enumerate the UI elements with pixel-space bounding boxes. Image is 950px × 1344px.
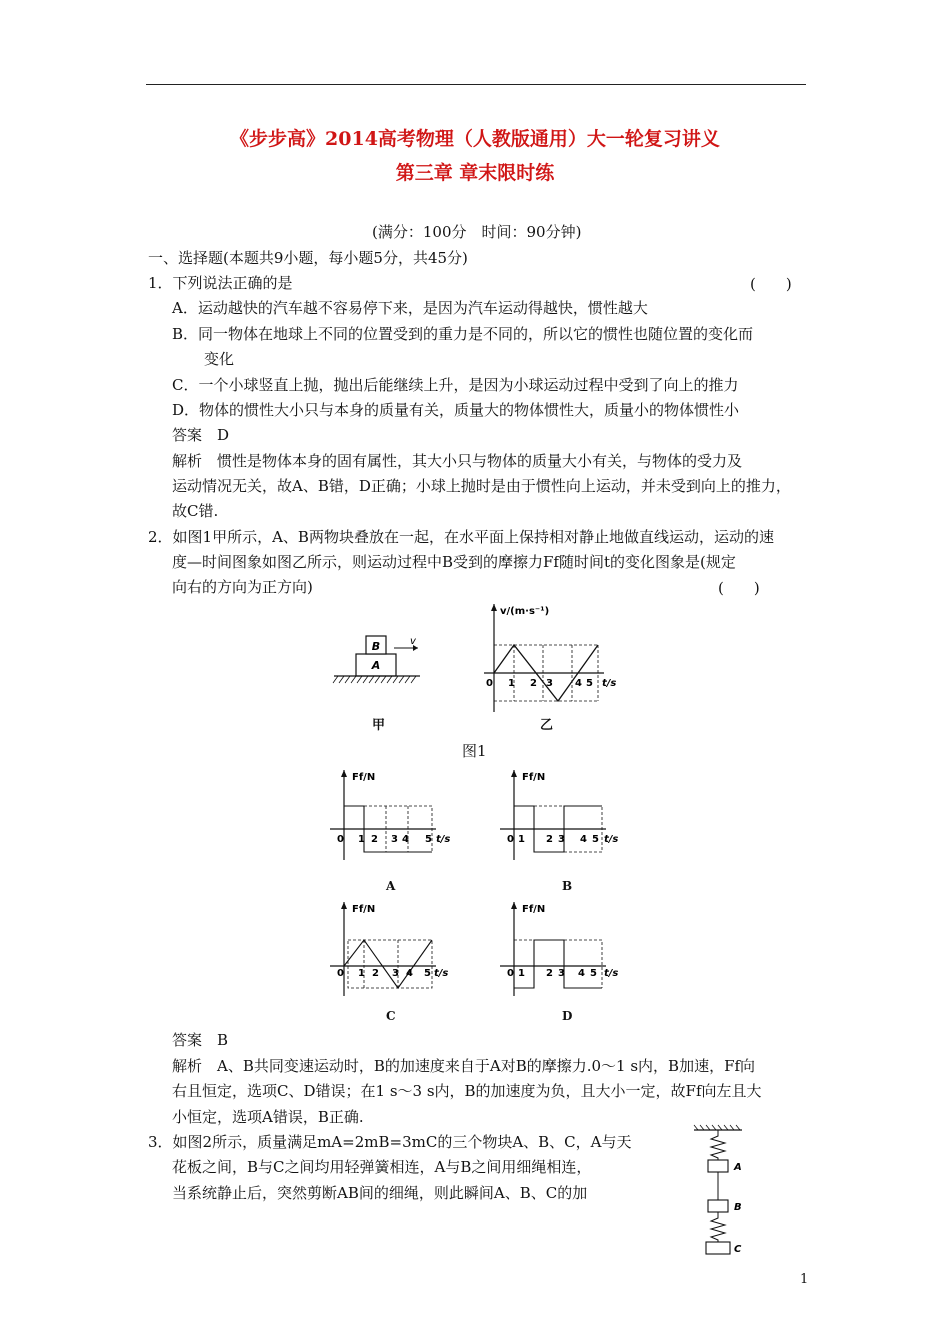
q1-option-a: A．运动越快的汽车越不容易停下来，是因为汽车运动得越快，惯性越大 xyxy=(172,299,648,317)
q1-option-b-cont: 变化 xyxy=(204,350,235,368)
label-a: A xyxy=(734,1162,742,1173)
q2-line-3: 向右的方向为正方向) xyxy=(172,578,313,596)
block-a-label: A xyxy=(371,659,381,672)
q1-stem: 1．下列说法正确的是 xyxy=(148,274,293,292)
axis-y-arrow xyxy=(341,770,347,777)
q3-line-1: 3．如图2所示，质量满足mA=2mB=3mC的三个物块A、B、C，A与天 xyxy=(148,1133,632,1151)
option-a-graph xyxy=(326,764,466,864)
option-d-graph xyxy=(496,896,636,1000)
q1-explanation-1: 解析 惯性是物体本身的固有属性，其大小只与物体的质量大小有关，与物体的受力及 xyxy=(172,452,743,470)
tick-0: 0 xyxy=(507,834,514,845)
q2-answer-blank: ( ) xyxy=(718,579,760,597)
tick-4: 4 xyxy=(406,968,413,979)
tick-0: 0 xyxy=(486,678,493,689)
page-number: 1 xyxy=(800,1272,809,1287)
spring-bottom xyxy=(711,1212,725,1242)
q1-option-c: C．一个小球竖直上抛，抛出后能继续上升，是因为小球运动过程中受到了向上的推力 xyxy=(172,376,739,394)
option-c-label: C xyxy=(386,1009,396,1023)
option-a-label: A xyxy=(386,879,396,893)
tick-5: 5 xyxy=(425,834,432,845)
axis-y-arrow xyxy=(511,902,517,909)
tick-2: 2 xyxy=(371,834,378,845)
q1-explanation-2: 运动情况无关，故A、B错，D正确；小球上抛时是由于惯性向上运动，并未受到向上的推力， xyxy=(172,477,791,495)
ff-curve-c xyxy=(344,940,432,988)
q2-explanation-3: 小恒定，选项A错误，B正确. xyxy=(172,1108,364,1126)
tick-2: 2 xyxy=(530,678,537,689)
ground-hatch xyxy=(333,676,416,683)
ff-dash-box xyxy=(348,940,432,988)
tick-5: 5 xyxy=(592,834,599,845)
tick-5: 5 xyxy=(424,968,431,979)
tick-1: 1 xyxy=(518,834,525,845)
axis-y-arrow xyxy=(341,902,347,909)
q3-line-2: 花板之间，B与C之间均用轻弹簧相连，A与B之间用细绳相连， xyxy=(172,1158,592,1176)
tick-3: 3 xyxy=(392,968,399,979)
tick-4: 4 xyxy=(578,968,585,979)
tick-3: 3 xyxy=(546,678,553,689)
t-axis-label: t/s xyxy=(434,968,449,979)
tick-4: 4 xyxy=(575,678,582,689)
q1-option-d: D．物体的惯性大小只与本身的质量有关，质量大的物体惯性大，质量小的物体惯性小 xyxy=(172,401,740,419)
tick-1: 1 xyxy=(358,834,365,845)
tick-5: 5 xyxy=(590,968,597,979)
tick-1: 1 xyxy=(518,968,525,979)
ff-axis-label: Ff/N xyxy=(352,904,376,915)
tick-3: 3 xyxy=(558,834,565,845)
figure-2-spring-system xyxy=(690,1124,760,1260)
ceiling-hatch xyxy=(694,1125,740,1130)
q2-line-2: 度—时间图象如图乙所示，则运动过程中B受到的摩擦力Ff随时间t的变化图象是(规定 xyxy=(172,553,736,571)
document-title: 《步步高》2014高考物理（人教版通用）大一轮复习讲义 xyxy=(230,128,720,150)
tick-3: 3 xyxy=(558,968,565,979)
block-c xyxy=(706,1242,730,1254)
ff-dash-right xyxy=(564,940,602,988)
axis-y-arrow xyxy=(511,770,517,777)
option-b-label: B xyxy=(562,879,573,893)
option-b-graph xyxy=(496,764,636,864)
option-c-graph xyxy=(326,896,466,1000)
tick-2: 2 xyxy=(546,968,553,979)
figure-yi-label: 乙 xyxy=(540,718,554,733)
q1-option-b: B．同一物体在地球上不同的位置受到的重力是不同的，所以它的惯性也随位置的变化而 xyxy=(172,325,754,343)
exam-meta: (满分：100分 时间：90分钟) xyxy=(372,223,582,241)
tick-0: 0 xyxy=(337,968,344,979)
spring-top xyxy=(711,1130,725,1160)
ff-curve-d xyxy=(514,940,602,988)
figure-yi-vt-graph xyxy=(480,600,620,718)
q2-answer: 答案 B xyxy=(172,1031,229,1049)
t-axis-label: t/s xyxy=(604,968,619,979)
block-a xyxy=(708,1160,728,1172)
tick-5: 5 xyxy=(586,678,593,689)
label-b: B xyxy=(734,1202,742,1213)
tick-1: 1 xyxy=(358,968,365,979)
q3-line-3: 当系统静止后，突然剪断AB间的细绳，则此瞬间A、B、C的加 xyxy=(172,1184,588,1202)
v-axis-label: v/(m·s⁻¹) xyxy=(500,606,550,617)
ff-axis-label: Ff/N xyxy=(522,772,546,783)
tick-0: 0 xyxy=(337,834,344,845)
label-c: C xyxy=(734,1244,742,1255)
tick-1: 1 xyxy=(508,678,515,689)
tick-4: 4 xyxy=(402,834,409,845)
tick-2: 2 xyxy=(546,834,553,845)
ff-axis-label: Ff/N xyxy=(522,904,546,915)
v-axis-arrow xyxy=(491,604,497,611)
section-heading: 一、选择题(本题共9小题，每小题5分，共45分) xyxy=(148,249,468,267)
figure-1-caption: 图1 xyxy=(462,742,487,760)
tick-4: 4 xyxy=(580,834,587,845)
figure-jia-blocks xyxy=(330,628,430,690)
q2-line-1: 2．如图1甲所示，A、B两物块叠放在一起，在水平面上保持相对静止地做直线运动，运动的速 xyxy=(148,528,774,546)
figure-jia-label: 甲 xyxy=(372,718,386,733)
tick-3: 3 xyxy=(391,834,398,845)
q1-explanation-3: 故C错. xyxy=(172,502,219,520)
velocity-label: v xyxy=(410,636,416,647)
option-d-label: D xyxy=(562,1009,573,1023)
q1-answer: 答案 D xyxy=(172,426,230,444)
q2-explanation-2: 右且恒定，选项C、D错误；在1 s～3 s内，B的加速度为负，且大小一定，故Ff向左且大 xyxy=(172,1082,762,1100)
tick-2: 2 xyxy=(372,968,379,979)
block-b xyxy=(708,1200,728,1212)
t-axis-label: t/s xyxy=(602,678,617,689)
chapter-title: 第三章 章末限时练 xyxy=(395,162,555,184)
t-axis-label: t/s xyxy=(604,834,619,845)
q2-explanation-1: 解析 A、B共同变速运动时，B的加速度来自于A对B的摩擦力.0～1 s内，B加速，Ff向 xyxy=(172,1057,756,1075)
t-axis-label: t/s xyxy=(436,834,451,845)
tick-0: 0 xyxy=(507,968,514,979)
ff-axis-label: Ff/N xyxy=(352,772,376,783)
q1-answer-blank: ( ) xyxy=(750,275,792,293)
header-rule xyxy=(146,84,806,85)
block-b-label: B xyxy=(371,640,381,653)
